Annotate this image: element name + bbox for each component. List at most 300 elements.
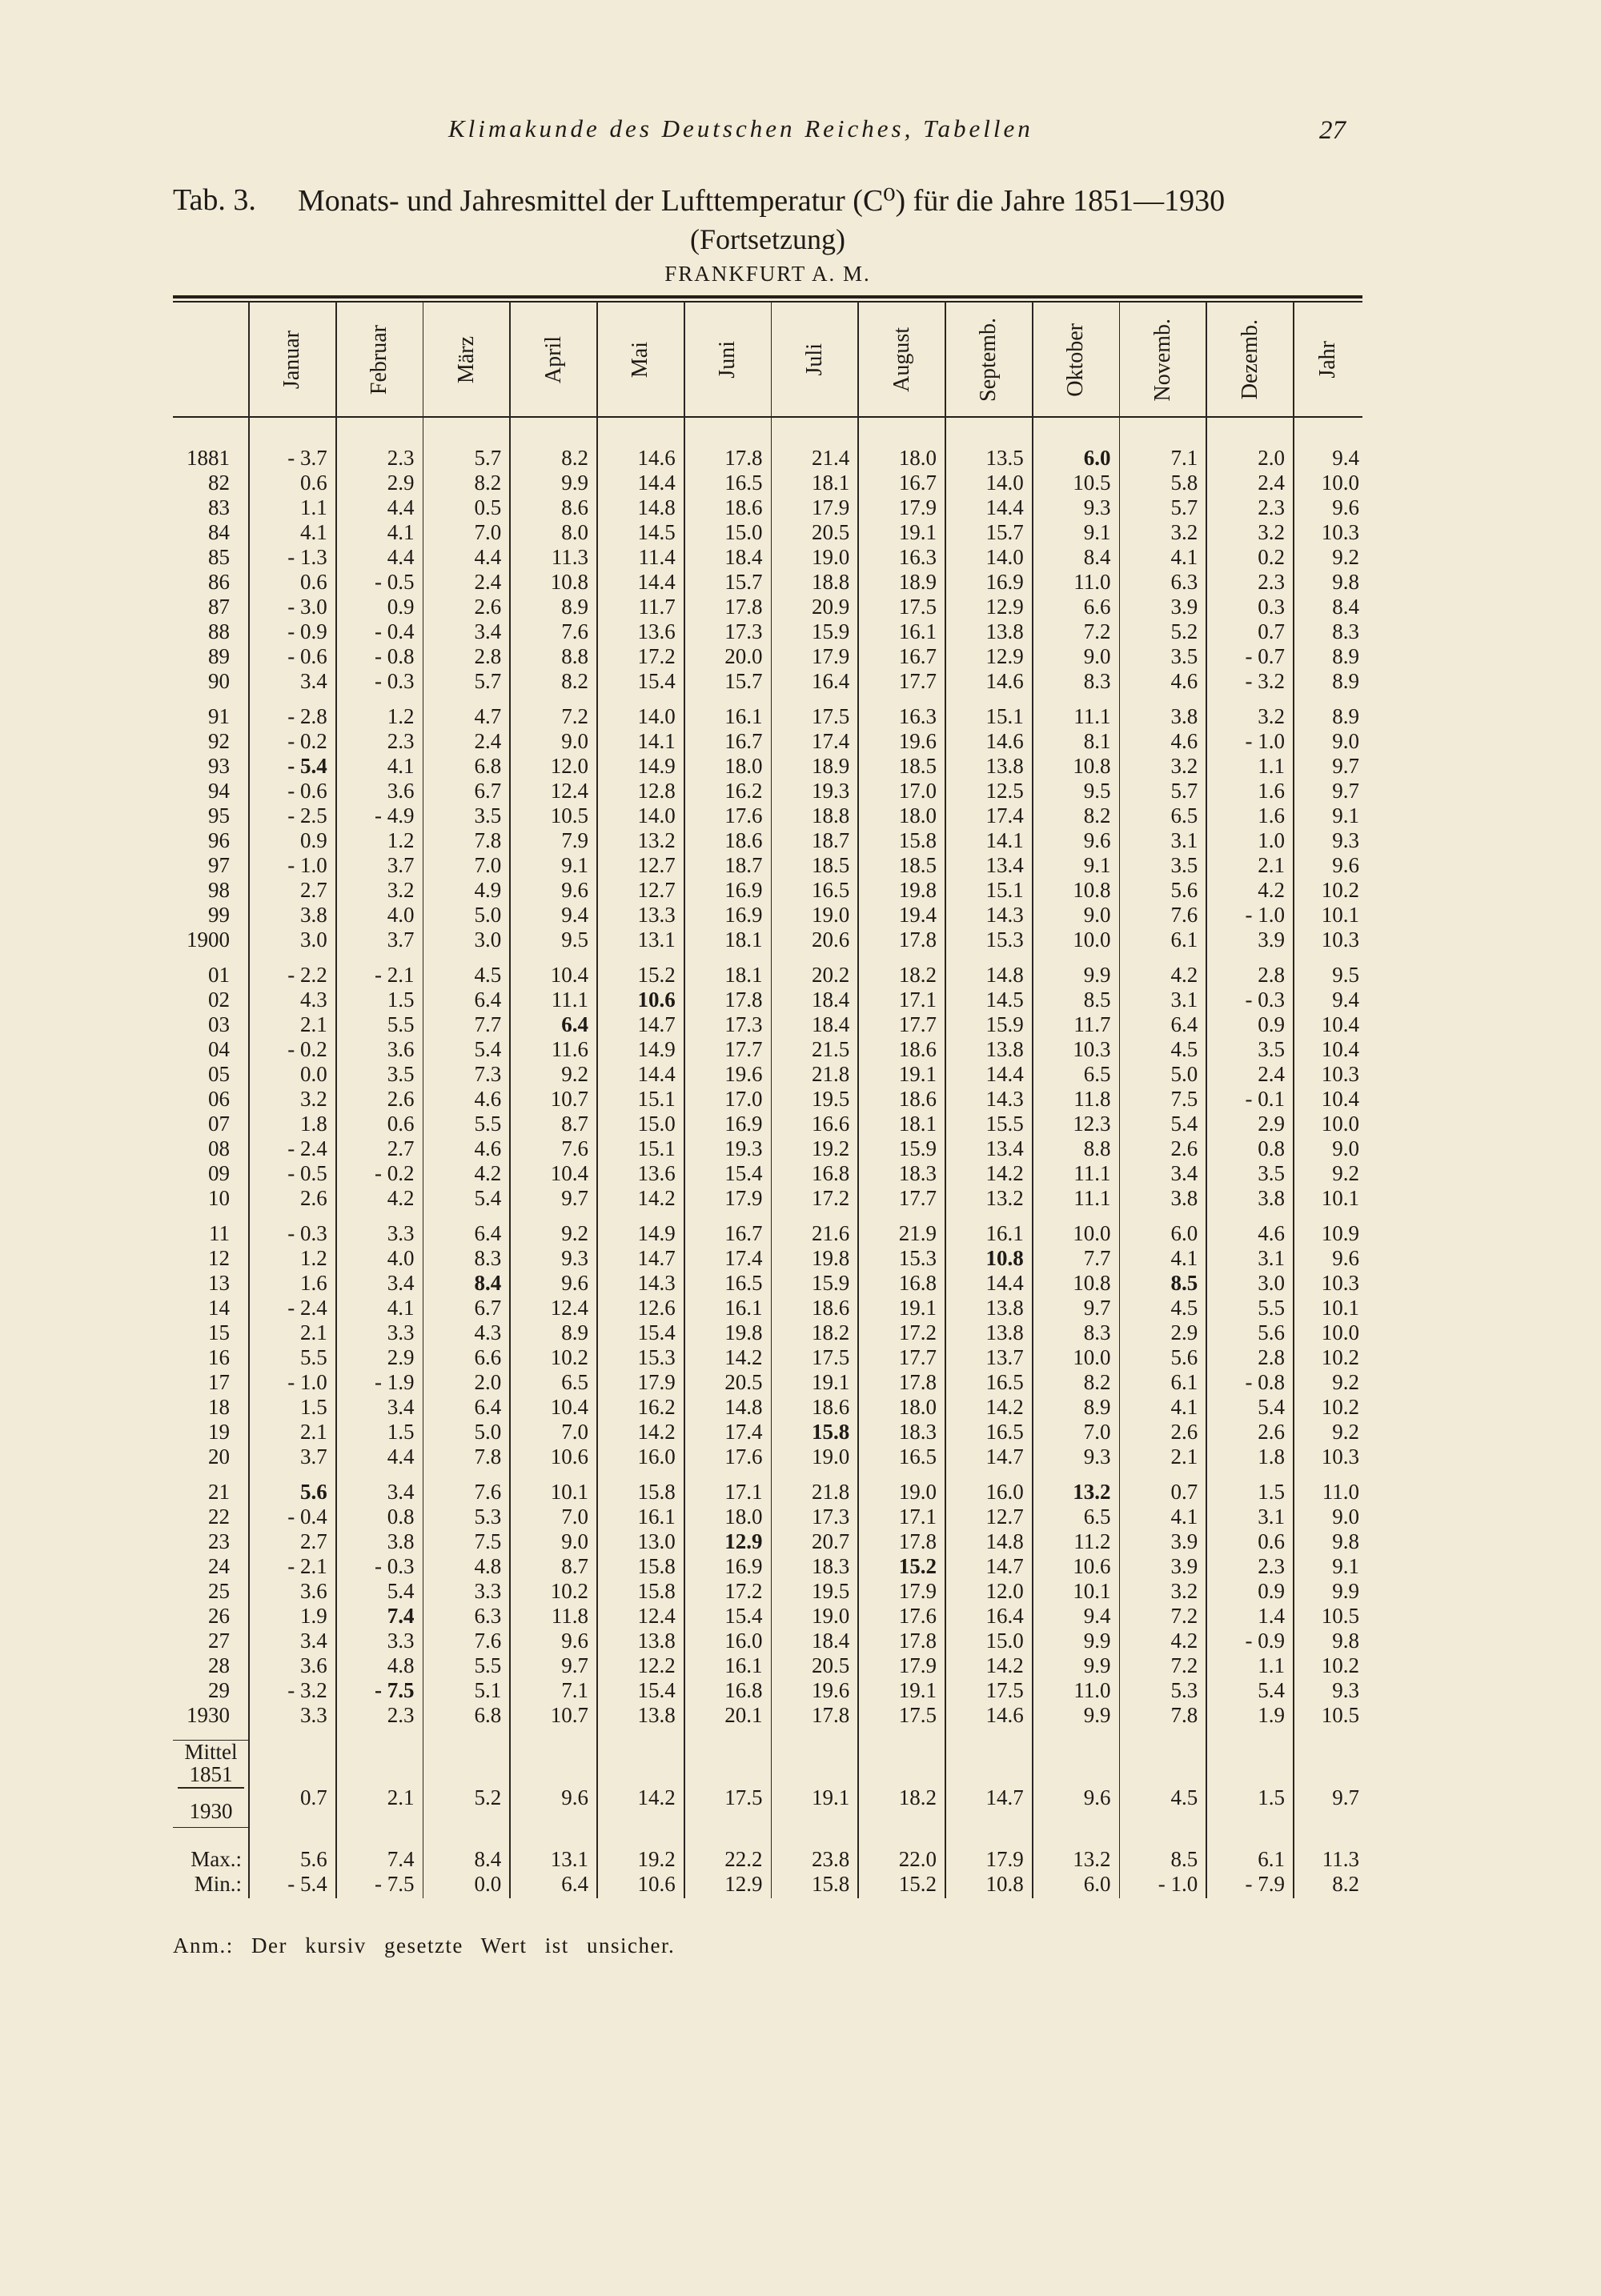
table-cell: 16.9 xyxy=(724,1554,763,1578)
table-cell: 0.6 xyxy=(387,1112,415,1136)
table-cell: 19.4 xyxy=(898,903,937,927)
table-number: Tab. 3. xyxy=(173,183,256,217)
table-cell: 12.7 xyxy=(637,853,676,877)
table-cell: 8.2 xyxy=(561,446,588,470)
table-row xyxy=(173,520,1362,545)
table-cell: 9.2 xyxy=(561,1221,588,1245)
table-cell: 8.3 xyxy=(1083,669,1111,693)
table-cell: - 0.9 xyxy=(287,619,327,643)
max-value: 6.1 xyxy=(1258,1847,1285,1871)
table-cell: 12.3 xyxy=(1073,1112,1111,1136)
table-cell: 8.3 xyxy=(474,1246,502,1270)
table-cell: 9.5 xyxy=(561,928,588,952)
table-cell: 10.8 xyxy=(1073,878,1111,902)
table-cell: 16.1 xyxy=(985,1221,1024,1245)
column-header-label: Februar xyxy=(367,324,392,395)
table-cell: 3.4 xyxy=(300,1629,327,1653)
table-row xyxy=(173,1678,1362,1703)
table-continuation: (Fortsetzung) xyxy=(690,223,845,255)
table-cell: 9.5 xyxy=(1083,779,1111,803)
table-cell: 18.0 xyxy=(724,1505,763,1529)
table-cell: 1.5 xyxy=(387,1420,415,1444)
table-cell: 7.8 xyxy=(1170,1703,1198,1727)
table-cell: 7.6 xyxy=(474,1480,502,1504)
row-year: 1881 xyxy=(187,446,230,470)
table-cell: 16.8 xyxy=(724,1678,763,1702)
table-cell: 9.3 xyxy=(1332,828,1359,852)
table-cell: 9.2 xyxy=(1332,1161,1359,1185)
page-number: 27 xyxy=(1319,116,1346,145)
table-cell: 8.8 xyxy=(1083,1136,1111,1160)
table-cell: 18.4 xyxy=(812,1629,850,1653)
mean-value: 18.2 xyxy=(898,1785,937,1809)
mean-row xyxy=(173,1740,1362,1828)
table-cell: 20.5 xyxy=(724,1370,763,1394)
table-cell: 9.3 xyxy=(561,1246,588,1270)
table-cell: 9.0 xyxy=(1083,903,1111,927)
table-cell: 5.4 xyxy=(1258,1678,1285,1702)
table-cell: 18.7 xyxy=(812,828,850,852)
table-row xyxy=(173,704,1362,729)
table-cell: 14.4 xyxy=(985,495,1024,519)
table-cell: 1.6 xyxy=(1258,803,1285,827)
station-name: FRANKFURT A. M. xyxy=(664,262,871,286)
table-cell: 17.8 xyxy=(898,1370,937,1394)
table-cell: 19.3 xyxy=(812,779,850,803)
table-cell: - 2.1 xyxy=(287,1554,327,1578)
table-cell: 8.9 xyxy=(1332,644,1359,668)
table-block xyxy=(173,446,1362,694)
table-cell: 13.8 xyxy=(985,1296,1024,1320)
table-cell: 18.5 xyxy=(898,853,937,877)
table-cell: 13.8 xyxy=(637,1629,676,1653)
table-cell: 17.3 xyxy=(724,1012,763,1036)
table-cell: 11.3 xyxy=(551,545,588,569)
table-cell: 8.2 xyxy=(1083,803,1111,827)
table-cell: - 1.0 xyxy=(287,1370,327,1394)
table-cell: 17.5 xyxy=(812,1345,850,1369)
table-cell: 8.3 xyxy=(1332,619,1359,643)
table-cell: 14.9 xyxy=(637,754,676,778)
table-cell: 5.6 xyxy=(1258,1320,1285,1344)
row-year: 85 xyxy=(208,545,230,569)
table-cell: 10.4 xyxy=(1321,1012,1359,1036)
table-cell: 7.7 xyxy=(1083,1246,1111,1270)
table-cell: 16.7 xyxy=(898,644,937,668)
table-cell: 19.0 xyxy=(898,1480,937,1504)
mean-value: 2.1 xyxy=(387,1785,415,1809)
table-cell: 10.2 xyxy=(550,1579,588,1603)
mean-period-divider xyxy=(178,1787,244,1789)
table-cell: 16.1 xyxy=(898,619,937,643)
table-cell: 14.2 xyxy=(724,1345,763,1369)
table-cell: 5.5 xyxy=(474,1112,502,1136)
table-cell: 14.7 xyxy=(637,1246,676,1270)
table-cell: 17.0 xyxy=(898,779,937,803)
table-cell: 7.2 xyxy=(1170,1653,1198,1677)
table-cell: 19.2 xyxy=(812,1136,850,1160)
table-cell: 9.9 xyxy=(1083,1653,1111,1677)
table-cell: 8.4 xyxy=(1083,545,1111,569)
table-cell: 6.3 xyxy=(1170,570,1198,594)
table-cell: 10.6 xyxy=(637,988,676,1012)
footnote: Anm.: Der kursiv gesetzte Wert ist unsicher. xyxy=(173,1933,676,1957)
table-cell: 5.6 xyxy=(1170,1345,1198,1369)
table-cell: 14.7 xyxy=(985,1445,1024,1469)
table-row xyxy=(173,446,1362,471)
table-cell: 16.0 xyxy=(637,1445,676,1469)
row-year: 29 xyxy=(208,1678,230,1702)
table-cell: 9.3 xyxy=(1332,1678,1359,1702)
mean-value: 9.6 xyxy=(1083,1785,1111,1809)
table-cell: 0.6 xyxy=(300,570,327,594)
table-cell: 15.4 xyxy=(724,1161,763,1185)
table-cell: 18.6 xyxy=(898,1087,937,1111)
table-cell: 8.0 xyxy=(561,520,588,544)
table-cell: 15.0 xyxy=(637,1112,676,1136)
table-cell: 18.7 xyxy=(724,853,763,877)
table-cell: 9.0 xyxy=(1332,729,1359,753)
table-cell: 15.8 xyxy=(898,828,937,852)
table-cell: 17.9 xyxy=(812,495,850,519)
table-cell: 16.0 xyxy=(724,1629,763,1653)
table-cell: 13.8 xyxy=(985,1037,1024,1061)
table-row xyxy=(173,928,1362,952)
table-cell: 10.1 xyxy=(1321,903,1359,927)
table-cell: 9.4 xyxy=(561,903,588,927)
table-cell: 14.2 xyxy=(985,1653,1024,1677)
table-cell: 18.0 xyxy=(898,1395,937,1419)
max-value: 13.1 xyxy=(550,1847,588,1871)
table-cell: 1.5 xyxy=(387,988,415,1012)
table-cell: 19.8 xyxy=(724,1320,763,1344)
table-cell: 4.6 xyxy=(1170,669,1198,693)
table-cell: 2.6 xyxy=(1170,1420,1198,1444)
table-cell: 9.0 xyxy=(1083,644,1111,668)
table-cell: 5.7 xyxy=(1170,779,1198,803)
table-cell: 17.9 xyxy=(898,1653,937,1677)
table-cell: - 0.5 xyxy=(375,570,415,594)
table-cell: 9.3 xyxy=(1083,495,1111,519)
table-cell: - 2.8 xyxy=(287,704,327,728)
table-cell: 17.8 xyxy=(724,988,763,1012)
row-year: 05 xyxy=(208,1062,230,1086)
row-year: 94 xyxy=(208,779,230,803)
column-header-mai xyxy=(597,303,684,417)
table-cell: 11.7 xyxy=(638,595,676,619)
column-header-februar xyxy=(336,303,423,417)
table-cell: 9.7 xyxy=(561,1653,588,1677)
table-row xyxy=(173,1420,1362,1445)
row-year: 96 xyxy=(208,828,230,852)
table-cell: 17.8 xyxy=(898,1629,937,1653)
table-cell: 2.9 xyxy=(387,1345,415,1369)
table-cell: 4.8 xyxy=(474,1554,502,1578)
table-cell: 7.6 xyxy=(1170,903,1198,927)
table-cell: 12.9 xyxy=(985,644,1024,668)
table-cell: - 0.3 xyxy=(375,1554,415,1578)
min-row xyxy=(173,1872,1362,1897)
max-value: 11.3 xyxy=(1322,1847,1359,1871)
table-cell: 5.4 xyxy=(1170,1112,1198,1136)
table-cell: 5.3 xyxy=(1170,1678,1198,1702)
table-cell: 9.1 xyxy=(1083,520,1111,544)
table-cell: 6.7 xyxy=(474,779,502,803)
table-row xyxy=(173,963,1362,988)
column-header-septemb xyxy=(945,303,1033,417)
table-cell: 10.0 xyxy=(1073,1345,1111,1369)
table-row xyxy=(173,1186,1362,1211)
table-header xyxy=(173,303,1362,417)
table-cell: 1.9 xyxy=(300,1604,327,1628)
table-cell: 12.4 xyxy=(637,1604,676,1628)
table-cell: 3.7 xyxy=(387,928,415,952)
table-cell: 2.3 xyxy=(1258,495,1285,519)
table-cell: 9.6 xyxy=(561,1271,588,1295)
table-cell: - 3.2 xyxy=(1245,669,1285,693)
table-cell: 6.1 xyxy=(1170,928,1198,952)
row-year: 08 xyxy=(208,1136,230,1160)
table-cell: 4.2 xyxy=(1170,1629,1198,1653)
table-cell: 18.6 xyxy=(724,495,763,519)
table-cell: 13.4 xyxy=(985,853,1024,877)
table-cell: 17.7 xyxy=(898,1345,937,1369)
table-cell: 8.7 xyxy=(561,1554,588,1578)
table-cell: 18.2 xyxy=(898,963,937,987)
table-cell: 19.5 xyxy=(812,1579,850,1603)
table-cell: 20.6 xyxy=(812,928,850,952)
table-cell: 21.8 xyxy=(812,1062,850,1086)
table-row xyxy=(173,1579,1362,1604)
table-cell: - 0.4 xyxy=(287,1505,327,1529)
table-cell: 3.4 xyxy=(387,1271,415,1295)
table-cell: 4.6 xyxy=(474,1087,502,1111)
table-cell: 18.9 xyxy=(812,754,850,778)
table-row xyxy=(173,1112,1362,1136)
table-row xyxy=(173,619,1362,644)
max-value: 23.8 xyxy=(812,1847,850,1871)
table-cell: 14.2 xyxy=(985,1161,1024,1185)
table-cell: 17.6 xyxy=(898,1604,937,1628)
table-cell: 18.1 xyxy=(724,928,763,952)
table-row xyxy=(173,1370,1362,1395)
table-cell: 3.1 xyxy=(1170,828,1198,852)
table-cell: 3.6 xyxy=(300,1653,327,1677)
table-cell: 16.0 xyxy=(985,1480,1024,1504)
table-cell: 10.5 xyxy=(1321,1604,1359,1628)
row-year: 28 xyxy=(208,1653,230,1677)
table-cell: 3.0 xyxy=(1258,1271,1285,1295)
table-cell: 15.3 xyxy=(637,1345,676,1369)
table-cell: 20.9 xyxy=(812,595,850,619)
table-cell: 15.9 xyxy=(985,1012,1024,1036)
table-cell: 5.7 xyxy=(474,446,502,470)
table-cell: 11.2 xyxy=(1073,1529,1111,1553)
table-row xyxy=(173,1629,1362,1653)
table-cell: 5.6 xyxy=(1170,878,1198,902)
table-cell: 6.5 xyxy=(1083,1062,1111,1086)
row-year: 93 xyxy=(208,754,230,778)
mean-value: 0.7 xyxy=(300,1785,327,1809)
table-cell: 15.3 xyxy=(898,1246,937,1270)
table-cell: 11.6 xyxy=(551,1037,588,1061)
table-cell: 9.9 xyxy=(1332,1579,1359,1603)
table-cell: 3.4 xyxy=(300,669,327,693)
table-cell: 0.6 xyxy=(1258,1529,1285,1553)
table-cell: 5.6 xyxy=(300,1480,327,1504)
table-cell: 17.3 xyxy=(724,619,763,643)
table-cell: 6.8 xyxy=(474,754,502,778)
table-cell: 21.8 xyxy=(812,1480,850,1504)
table-cell: 21.9 xyxy=(898,1221,937,1245)
table-cell: - 3.7 xyxy=(287,446,327,470)
table-cell: 2.4 xyxy=(1258,1062,1285,1086)
table-cell: 10.0 xyxy=(1073,1221,1111,1245)
table-cell: 3.7 xyxy=(300,1445,327,1469)
table-cell: 10.8 xyxy=(985,1246,1024,1270)
table-cell: 10.8 xyxy=(550,570,588,594)
table-cell: 14.6 xyxy=(985,1703,1024,1727)
table-cell: 18.0 xyxy=(898,803,937,827)
table-cell: 10.0 xyxy=(1321,471,1359,495)
row-year: 17 xyxy=(208,1370,230,1394)
table-row xyxy=(173,1062,1362,1087)
table-cell: 9.0 xyxy=(1332,1136,1359,1160)
table-cell: 9.0 xyxy=(561,1529,588,1553)
table-cell: 15.3 xyxy=(985,928,1024,952)
table-row xyxy=(173,1529,1362,1554)
table-cell: 6.1 xyxy=(1170,1370,1198,1394)
table-cell: 15.0 xyxy=(724,520,763,544)
table-cell: 19.8 xyxy=(898,878,937,902)
table-cell: 16.7 xyxy=(724,729,763,753)
table-cell: 12.4 xyxy=(550,1296,588,1320)
row-year: 06 xyxy=(208,1087,230,1111)
table-row xyxy=(173,853,1362,878)
table-cell: 9.6 xyxy=(561,878,588,902)
table-cell: 14.1 xyxy=(985,828,1024,852)
max-value: 8.5 xyxy=(1170,1847,1198,1871)
min-value: 0.0 xyxy=(474,1872,502,1896)
table-cell: 3.8 xyxy=(1258,1186,1285,1210)
mean-value: 14.7 xyxy=(985,1785,1024,1809)
table-cell: 3.0 xyxy=(474,928,502,952)
table-cell: 15.7 xyxy=(985,520,1024,544)
table-cell: - 2.4 xyxy=(287,1136,327,1160)
table-cell: 21.6 xyxy=(812,1221,850,1245)
table-cell: 12.9 xyxy=(724,1529,763,1553)
table-cell: 10.2 xyxy=(1321,1653,1359,1677)
table-cell: 3.4 xyxy=(387,1395,415,1419)
table-cell: 15.1 xyxy=(637,1136,676,1160)
table-cell: 8.1 xyxy=(1083,729,1111,753)
table-cell: 8.9 xyxy=(561,1320,588,1344)
table-title: Monats- und Jahresmittel der Lufttemperatur (C⁰) für die Jahre 1851—1930 xyxy=(298,184,1226,218)
table-cell: 3.6 xyxy=(387,1037,415,1061)
table-cell: 18.2 xyxy=(812,1320,850,1344)
table-cell: 10.3 xyxy=(1321,928,1359,952)
table-cell: - 1.0 xyxy=(1245,729,1285,753)
table-cell: 20.2 xyxy=(812,963,850,987)
table-cell: 7.0 xyxy=(474,853,502,877)
table-cell: 16.7 xyxy=(898,471,937,495)
table-cell: - 0.2 xyxy=(287,729,327,753)
table-cell: 4.1 xyxy=(1170,1505,1198,1529)
column-header-label: Oktober xyxy=(1063,323,1089,397)
table-cell: 17.5 xyxy=(812,704,850,728)
table-cell: 9.7 xyxy=(561,1186,588,1210)
table-cell: 18.1 xyxy=(724,963,763,987)
table-row xyxy=(173,779,1362,803)
table-cell: 3.3 xyxy=(474,1579,502,1603)
table-cell: 8.9 xyxy=(1332,704,1359,728)
table-cell: 2.9 xyxy=(1258,1112,1285,1136)
column-header-oktober xyxy=(1033,303,1120,417)
table-cell: 4.2 xyxy=(1258,878,1285,902)
table-cell: 4.2 xyxy=(387,1186,415,1210)
table-cell: 0.2 xyxy=(1258,545,1285,569)
table-cell: 14.0 xyxy=(637,803,676,827)
table-cell: 14.7 xyxy=(985,1554,1024,1578)
table-cell: 10.5 xyxy=(550,803,588,827)
table-cell: 16.1 xyxy=(724,704,763,728)
table-cell: 5.5 xyxy=(1258,1296,1285,1320)
table-cell: 13.8 xyxy=(985,754,1024,778)
table-cell: 7.8 xyxy=(474,1445,502,1469)
table-row xyxy=(173,495,1362,520)
table-cell: 18.8 xyxy=(812,803,850,827)
table-cell: 4.5 xyxy=(1170,1037,1198,1061)
table-cell: 15.2 xyxy=(898,1554,937,1578)
table-cell: 2.6 xyxy=(387,1087,415,1111)
column-header-august xyxy=(858,303,945,417)
table-cell: 7.6 xyxy=(561,619,588,643)
table-cell: 7.1 xyxy=(1170,446,1198,470)
table-cell: 21.4 xyxy=(812,446,850,470)
table-cell: 4.1 xyxy=(387,520,415,544)
table-cell: 8.9 xyxy=(561,595,588,619)
table-cell: 7.0 xyxy=(1083,1420,1111,1444)
table-cell: - 2.5 xyxy=(287,803,327,827)
table-cell: 2.3 xyxy=(1258,570,1285,594)
table-cell: 19.0 xyxy=(812,545,850,569)
table-cell: 3.7 xyxy=(387,853,415,877)
table-cell: 14.4 xyxy=(985,1062,1024,1086)
table-cell: 4.0 xyxy=(387,1246,415,1270)
table-cell: 3.5 xyxy=(387,1062,415,1086)
column-header-label: Jahr xyxy=(1315,341,1340,379)
column-header-juni xyxy=(684,303,772,417)
row-year: 97 xyxy=(208,853,230,877)
table-cell: 9.9 xyxy=(1083,1703,1111,1727)
table-cell: 7.6 xyxy=(561,1136,588,1160)
table-cell: 14.0 xyxy=(985,471,1024,495)
row-year: 14 xyxy=(208,1296,230,1320)
table-cell: 19.0 xyxy=(812,1604,850,1628)
table-cell: 8.6 xyxy=(561,495,588,519)
table-cell: 18.5 xyxy=(898,754,937,778)
table-cell: 10.0 xyxy=(1073,928,1111,952)
table-cell: 17.3 xyxy=(812,1505,850,1529)
table-cell: 17.8 xyxy=(724,595,763,619)
table-cell: 4.9 xyxy=(474,878,502,902)
table-cell: 18.8 xyxy=(812,570,850,594)
table-cell: 2.0 xyxy=(474,1370,502,1394)
table-cell: 0.8 xyxy=(387,1505,415,1529)
table-cell: 17.2 xyxy=(812,1186,850,1210)
table-cell: 17.5 xyxy=(898,595,937,619)
table-row xyxy=(173,1161,1362,1186)
